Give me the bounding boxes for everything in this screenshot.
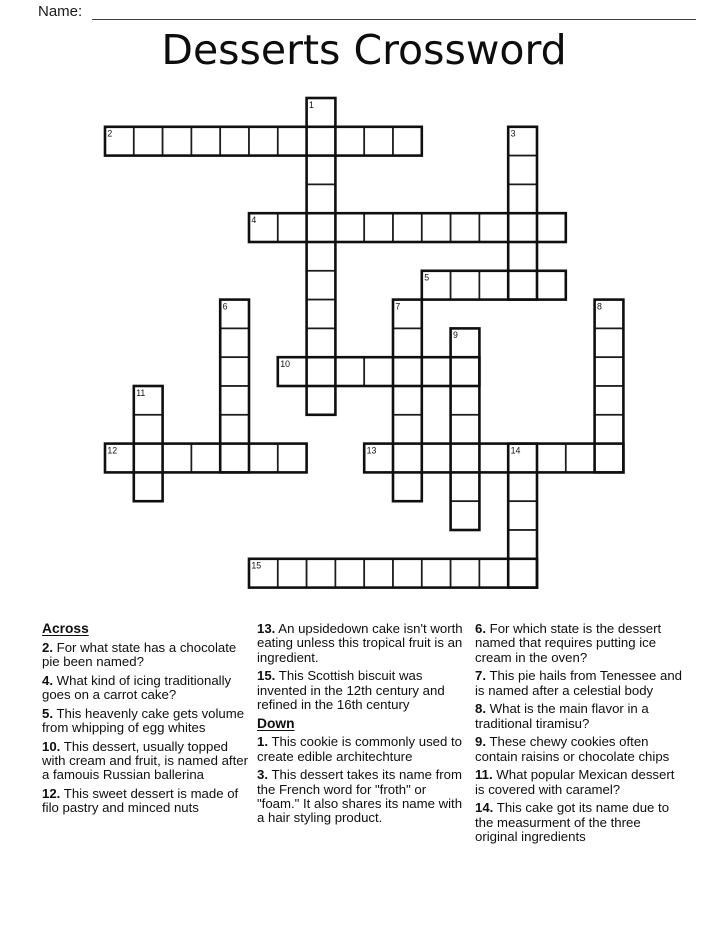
crossword-cell[interactable]: [451, 472, 480, 501]
crossword-cell[interactable]: [479, 213, 508, 242]
crossword-cell[interactable]: [451, 271, 480, 300]
crossword-cell[interactable]: [422, 444, 451, 473]
cell-number-14: 14: [510, 445, 521, 456]
crossword-cell[interactable]: [335, 559, 364, 588]
crossword-cell[interactable]: [393, 559, 422, 588]
crossword-cell[interactable]: [451, 501, 480, 530]
clue-text: These chewy cookies often contain raisins or chocolate chips: [475, 734, 670, 764]
clue-number: 7.: [475, 668, 486, 684]
cell-number-4: 4: [251, 215, 257, 225]
clue-number: 12.: [42, 786, 61, 802]
crossword-cell[interactable]: [220, 386, 249, 415]
crossword-cell[interactable]: [307, 300, 336, 329]
clue-number: 3.: [257, 767, 268, 783]
crossword-cell[interactable]: [163, 444, 192, 473]
cell-number-12: 12: [107, 445, 118, 456]
crossword-cell[interactable]: [220, 357, 249, 386]
crossword-cell[interactable]: [307, 242, 336, 271]
crossword-cell[interactable]: [307, 357, 336, 386]
crossword-cell[interactable]: [508, 184, 537, 213]
crossword-cell[interactable]: [307, 156, 336, 185]
crossword-cell[interactable]: [191, 444, 220, 473]
clue-number: 4.: [42, 672, 53, 688]
crossword-cell[interactable]: [508, 213, 537, 242]
crossword-cell[interactable]: [595, 357, 624, 386]
clue-9: [475, 735, 685, 764]
clue-text: This cake got its name due to the measurment of the three original ingredients: [475, 800, 670, 844]
clues-section-header-down: Down: [257, 715, 295, 731]
crossword-cell[interactable]: [393, 444, 422, 473]
name-label: Name:: [38, 3, 83, 20]
crossword-cell[interactable]: [220, 444, 249, 473]
clue-text: This sweet dessert is made of filo pastry and minced nuts: [42, 786, 239, 816]
crossword-cell[interactable]: [479, 444, 508, 473]
cell-number-7: 7: [395, 301, 401, 312]
crossword-cell[interactable]: [307, 127, 336, 156]
crossword-cell[interactable]: [163, 127, 192, 156]
crossword-cell[interactable]: [451, 559, 480, 588]
crossword-cell[interactable]: [508, 559, 537, 588]
clues-column-left: [42, 622, 252, 820]
clue-text: For what state has a chocolate pie been named?: [42, 639, 237, 670]
clue-text: This dessert takes its name from the French word for "froth" or "foam." It also shares its name with a hair styling product.: [257, 767, 463, 826]
crossword-cell[interactable]: [393, 415, 422, 444]
cell-number-11: 11: [136, 387, 146, 398]
cell-number-8: 8: [597, 301, 602, 312]
crossword-cell[interactable]: [191, 127, 220, 156]
crossword-cell[interactable]: [393, 213, 422, 242]
clue-text: This heavenly cake gets volume from whipping of egg whites: [42, 705, 245, 736]
crossword-cell[interactable]: [307, 328, 336, 357]
cell-number-3: 3: [510, 128, 516, 139]
clue-text: What is the main flavor in a traditional tiramisu?: [475, 701, 649, 731]
clue-text: What kind of icing traditionally goes on a carrot cake?: [42, 672, 232, 703]
clue-text: This Scottish biscuit was invented in the 12th century and refined in the 16th century: [257, 668, 445, 712]
crossword-cell[interactable]: [508, 472, 537, 501]
clue-15: [257, 669, 467, 712]
clues-column-middle: [257, 622, 467, 830]
clue-number: 8.: [475, 701, 486, 717]
clue-10: [42, 740, 252, 783]
crossword-cell[interactable]: [451, 415, 480, 444]
crossword-cell[interactable]: [278, 213, 307, 242]
crossword-cell[interactable]: [566, 444, 595, 473]
clue-number: 15.: [257, 668, 276, 684]
clue-number: 14.: [475, 800, 494, 816]
clue-text: What popular Mexican dessert is covered with caramel?: [475, 767, 675, 797]
clue-text: This cookie is commonly used to create edible architechture: [257, 734, 462, 764]
crossword-cell[interactable]: [595, 386, 624, 415]
crossword-cell[interactable]: [335, 127, 364, 156]
crossword-cell[interactable]: [422, 559, 451, 588]
clue-number: 5.: [42, 705, 53, 721]
clue-11: [475, 768, 685, 797]
crossword-cell[interactable]: [134, 472, 163, 501]
clue-14: [475, 801, 685, 844]
crossword-cell[interactable]: [537, 444, 566, 473]
crossword-cell[interactable]: [595, 328, 624, 357]
clue-text: This dessert, usually topped with cream and fruit, is named after a famouis Russian ballerina: [42, 738, 248, 783]
crossword-cell[interactable]: [335, 357, 364, 386]
crossword-cell[interactable]: [307, 184, 336, 213]
cell-number-10: 10: [280, 359, 290, 369]
clues-section-header-across: Across: [42, 621, 89, 636]
clue-text: This pie hails from Tenessee and is named after a celestial body: [475, 668, 682, 698]
crossword-cell[interactable]: [364, 213, 393, 242]
crossword-cell[interactable]: [508, 271, 537, 300]
crossword-cell[interactable]: [479, 559, 508, 588]
crossword-cell[interactable]: [451, 357, 480, 386]
clue-number: 10.: [42, 738, 61, 754]
crossword-cell[interactable]: [508, 156, 537, 185]
cell-number-1: 1: [309, 99, 314, 110]
cell-number-2: 2: [107, 128, 113, 139]
crossword-cell[interactable]: [393, 127, 422, 156]
crossword-cell[interactable]: [278, 559, 307, 588]
crossword-cell[interactable]: [220, 328, 249, 357]
crossword-cell[interactable]: [249, 444, 278, 473]
clue-number: 11.: [475, 767, 493, 783]
crossword-cell[interactable]: [278, 444, 307, 473]
clue-12: [42, 787, 252, 816]
crossword-cell[interactable]: [134, 127, 163, 156]
cell-number-13: 13: [366, 445, 377, 456]
clue-number: 2.: [42, 639, 53, 655]
crossword-cell[interactable]: [307, 271, 336, 300]
crossword-cell[interactable]: [393, 472, 422, 501]
crossword-cell[interactable]: [220, 415, 249, 444]
crossword-cell[interactable]: [422, 357, 451, 386]
crossword-cell[interactable]: [307, 559, 336, 588]
clue-7: [475, 669, 685, 698]
crossword-cell[interactable]: [134, 444, 163, 473]
crossword-cell[interactable]: [508, 530, 537, 559]
crossword-cell[interactable]: [595, 415, 624, 444]
cell-number-5: 5: [424, 272, 430, 283]
crossword-cell[interactable]: [249, 127, 278, 156]
clue-4: [42, 674, 252, 703]
crossword-cell[interactable]: [364, 559, 393, 588]
crossword-cell[interactable]: [422, 213, 451, 242]
clue-6: [475, 622, 685, 665]
clue-13: [257, 622, 467, 665]
crossword-cell[interactable]: [451, 386, 480, 415]
crossword-cell[interactable]: [508, 501, 537, 530]
crossword-cell[interactable]: [508, 242, 537, 271]
clue-3: [257, 768, 467, 825]
crossword-cell[interactable]: [393, 357, 422, 386]
crossword-cell[interactable]: [451, 213, 480, 242]
cell-number-15: 15: [251, 560, 262, 571]
crossword-cell[interactable]: [537, 271, 566, 300]
crossword-cell[interactable]: [307, 386, 336, 415]
crossword-cell[interactable]: [220, 127, 249, 156]
crossword-cell[interactable]: [335, 213, 364, 242]
crossword-cell[interactable]: [364, 127, 393, 156]
crossword-cell[interactable]: [537, 213, 566, 242]
crossword-cell[interactable]: [595, 444, 624, 473]
clues-column-right: [475, 622, 685, 849]
clue-number: 13.: [257, 621, 276, 636]
clue-text: An upsidedown cake isn't worth eating unless this tropical fruit is an ingredient.: [257, 621, 463, 665]
cell-number-9: 9: [453, 330, 458, 341]
clue-text: For which state is the dessert named that requires putting ice cream in the oven?: [475, 621, 662, 665]
cell-number-6: 6: [222, 301, 228, 312]
crossword-cell[interactable]: [364, 357, 393, 386]
crossword-cell[interactable]: [307, 213, 336, 242]
crossword-cell[interactable]: [134, 415, 163, 444]
crossword-cell[interactable]: [451, 444, 480, 473]
crossword-cell[interactable]: [393, 386, 422, 415]
crossword-cell[interactable]: [479, 271, 508, 300]
clue-number: 6.: [475, 621, 486, 636]
clue-5: [42, 707, 252, 736]
clue-1: [257, 735, 467, 764]
crossword-cell[interactable]: [393, 328, 422, 357]
page-title: Desserts Crossword: [161, 26, 567, 74]
clue-number: 9.: [475, 734, 486, 750]
clue-number: 1.: [257, 734, 268, 750]
clue-2: [42, 641, 252, 670]
crossword-cell[interactable]: [278, 127, 307, 156]
clue-8: [475, 702, 685, 731]
